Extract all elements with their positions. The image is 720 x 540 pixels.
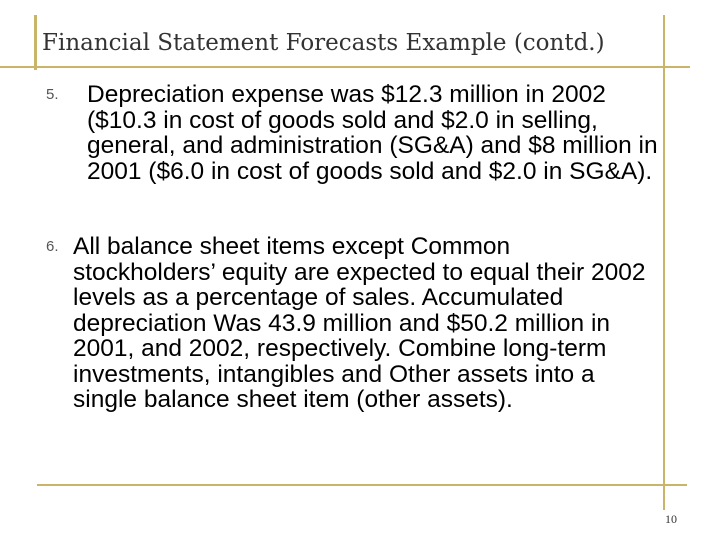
title-underline [0,66,690,68]
slide-title: Financial Statement Forecasts Example (contd.) [42,30,605,56]
list-item-text: All balance sheet items except Common stockholders’ equity are expected to equal their 2002 levels as a percentage of sales. Accumulated depreciation Was 43.9 million and $50.2 million in 2001, and 2002, respectively. Combine long-term investments, intangibles and Other assets into a single balance sheet item (other assets). [73,233,646,413]
list-item-text: Depreciation expense was $12.3 million in 2002 ($10.3 in cost of goods sold and $2.0 in selling, general, and administration (SG&A) and $8 million in 2001 ($6.0 in cost of goods sold and $2.0 in SG&A). [87,81,658,185]
list-item-number: 6. [46,238,59,255]
list-item-6 [46,234,658,413]
frame-vertical-accent [34,15,37,70]
footer-rule [37,484,687,486]
list-item-number: 5. [46,86,59,103]
page-number: 10 [665,512,677,526]
frame-right-line [663,15,665,510]
list-item-5 [46,82,658,184]
